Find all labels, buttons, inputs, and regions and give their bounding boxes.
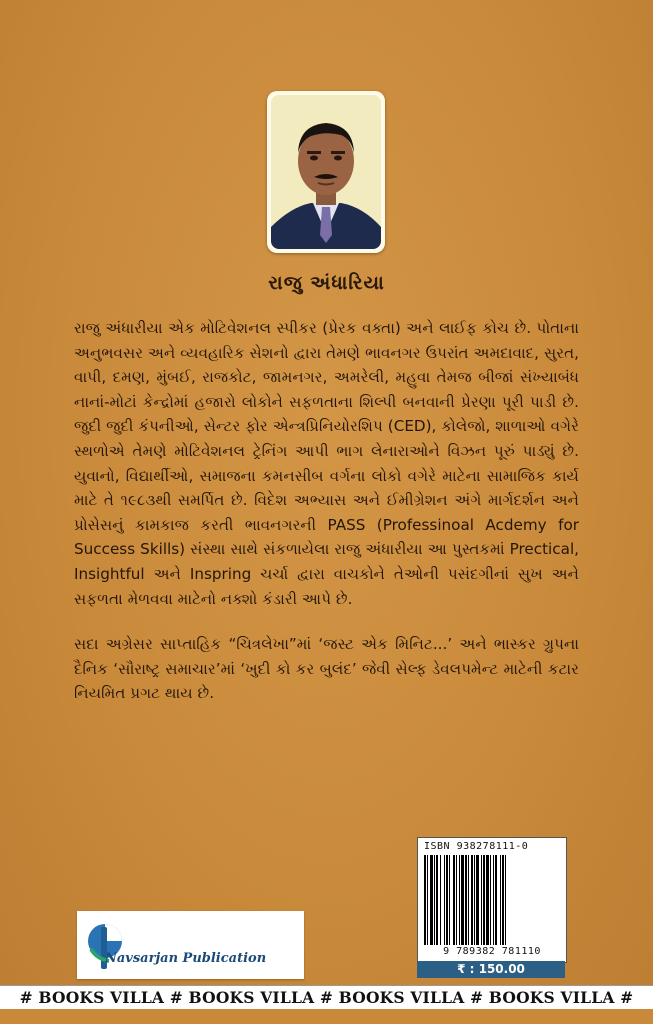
barcode-bar (434, 855, 435, 945)
barcode-bar (461, 855, 464, 945)
barcode-bar (453, 855, 455, 945)
barcode-bar (465, 855, 467, 945)
author-name: રાજુ અંધારિયા (268, 272, 385, 294)
price-label: ₹ : 150.00 (417, 961, 565, 978)
barcode-bar (456, 855, 457, 945)
barcode-bar (493, 855, 494, 945)
barcode-bar (481, 855, 482, 945)
barcode-bar (490, 855, 491, 945)
barcode-bar (471, 855, 473, 945)
barcode-bar (427, 855, 428, 945)
barcode (417, 837, 567, 963)
bio-paragraph-1: રાજુ અંધારીયા એક મોટિવેશનલ સ્પીકર (પ્રેરક વક્તા) અને લાઈફ કોચ છે. પોતાના અનુભવસર અને વ્યવહારિક સેશનો દ્વારા તેમણે ભાવનગર ઉપરાંત અમદાવાદ, સુરત, વાપી, દમણ, મુંબઈ, રાજકોટ, જામનગર, અમરેલી, મહુવા તેમજ બીજાં સંખ્યાબંધ નાનાં-મોટાં કેન્દ્રોમાં હજારો લોકોને સફળતાના શિલ્પી બનવાની પ્રેરણા પૂરી પાડી છે. જુદી જુદી કંપનીઓ, સેન્ટર ફોર એન્ત્રપ્રિનિયોરશિપ (CED), કોલેજો, શાળાઓ વગેરે સ્થળોએ તેમણે મોટિવેશનલ ટ્રેનિંગ આપી ભાગ લેનારાઓને વિઝન પૂરું પાડ્યું છે. યુવાનો, વિદ્યાર્થીઓ, સમાજના કમનસીબ વર્ગના લોકો વગેરે માટેના સામાજિક કાર્ય માટે તે ૧૯૮૩થી સમર્પિત છે. વિદેશ અભ્યાસ અને ઈમીગ્રેશન અંગે માર્ગદર્શન અને પ્રોસેસનું કામકાજ કરતી ભાવનગરની PASS (Professinoal Acdemy for Success Skills) સંસ્થા સાથે સંકળાયેલા રાજુ અંધારીયા આ પુસ્તકમાં Prectical, Insightful અને Inspring ચર્ચા દ્વારા વાચકોને તેઓની પસંદગીનાં સુખ અને સફળતા મેળવવા માટેનો નક્શો કંડારી આપે છે. (74, 319, 579, 608)
barcode-bars (424, 855, 560, 945)
publisher-name: Navsarjan Publication (105, 951, 267, 966)
barcode-bar (430, 855, 433, 945)
barcode-bar (500, 855, 501, 945)
barcode-bar (474, 855, 475, 945)
barcode-bar (440, 855, 441, 945)
barcode-bar (449, 855, 450, 945)
author-bio (74, 316, 579, 706)
author-photo (271, 95, 381, 249)
barcode-bar (459, 855, 460, 945)
barcode-bar (476, 855, 479, 945)
bio-paragraph-2: સદા અગ્રેસર સાપ્તાહિક “ચિત્રલેખા”માં ‘જસ્ટ એક મિનિટ...’ અને ભાસ્કર ગ્રુપના દૈનિક ‘સૌરાષ્ટ્ર સમાચાર’માં ‘ખુદી કો કર બુલંદ’ જેવી સેલ્ફ ડેવલપમેન્ટ માટેની કટાર નિયમિત પ્રગટ થાય છે. (74, 635, 579, 703)
publisher-logo-box (77, 911, 304, 979)
barcode-bar (436, 855, 438, 945)
barcode-digits: 9 789382 781110 (443, 946, 541, 957)
barcode-bar (502, 855, 504, 945)
barcode-bar (444, 855, 445, 945)
author-photo-frame (267, 91, 385, 253)
isbn-text: ISBN 938278111-0 (424, 841, 529, 852)
barcode-bar (424, 855, 426, 945)
barcode-bar (446, 855, 448, 945)
barcode-bar (505, 855, 506, 945)
barcode-bar (495, 855, 497, 945)
barcode-bar (486, 855, 489, 945)
bottom-strip (0, 1009, 653, 1024)
watermark-banner: # BOOKS VILLA # BOOKS VILLA # BOOKS VILLA # BOOKS VILLA # (0, 985, 653, 1011)
barcode-bar (468, 855, 469, 945)
author-portrait (271, 95, 381, 249)
barcode-bar (483, 855, 485, 945)
